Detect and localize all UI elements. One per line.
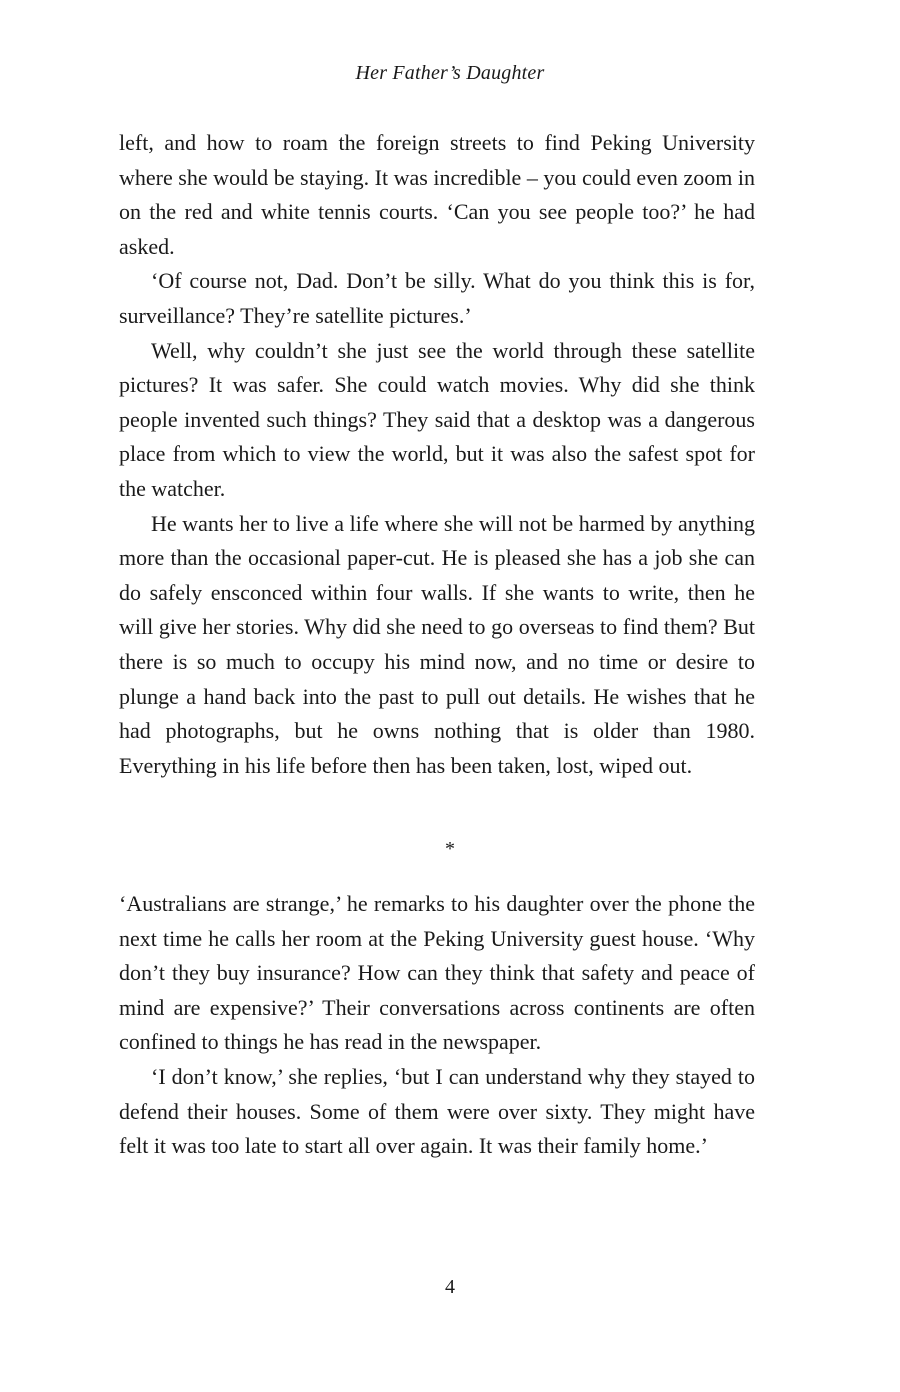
paragraph: ‘Of course not, Dad. Don’t be silly. What do you think this is for, surveillance? They’re satellite pictures.’ — [119, 268, 755, 328]
paragraph: left, and how to roam the foreign streets to find Peking University where she would be staying. It was incredible – you could even zoom in on the red and white tennis courts. ‘Can you see people too?’ he had asked. — [119, 130, 755, 259]
page-number: 4 — [445, 1276, 455, 1298]
running-header: Her Father’s Daughter — [355, 62, 545, 84]
paragraph: Well, why couldn’t she just see the world through these satellite pictures? It was safer. She could watch movies. Why did she think people invented such things? They said that a desktop was a dangerous place from which to view the world, but it was also the safest spot for the watcher. — [119, 337, 755, 501]
paragraph: ‘Australians are strange,’ he remarks to his daughter over the phone the next time he calls her room at the Peking University guest house. ‘Why don’t they buy insurance? How can they think that safety and peace of mind are expensive?’ Their conversations across continents are often confined to things he has read in the newspaper. — [119, 891, 755, 1055]
body-text-section-one — [119, 126, 755, 783]
body-text-section-two — [119, 887, 755, 1164]
paragraph: He wants her to live a life where she will not be harmed by anything more than the occasional paper-cut. He is pleased she has a job she can do safely ensconced within four walls. If she wants to write, then he will give her stories. Why did she need to go overseas to find them? But there is so much to occupy his mind now, and no time or desire to plunge a hand back into the past to pull out details. He wishes that he had photographs, but he owns nothing that is older than 1980. Everything in his life before then has been taken, lost, wiped out. — [119, 510, 755, 778]
scene-break-asterisk: * — [445, 838, 455, 860]
paragraph: ‘I don’t know,’ she replies, ‘but I can understand why they stayed to defend their houses. Some of them were over sixty. They might have felt it was too late to start all over again. It was their family home.’ — [119, 1063, 755, 1159]
